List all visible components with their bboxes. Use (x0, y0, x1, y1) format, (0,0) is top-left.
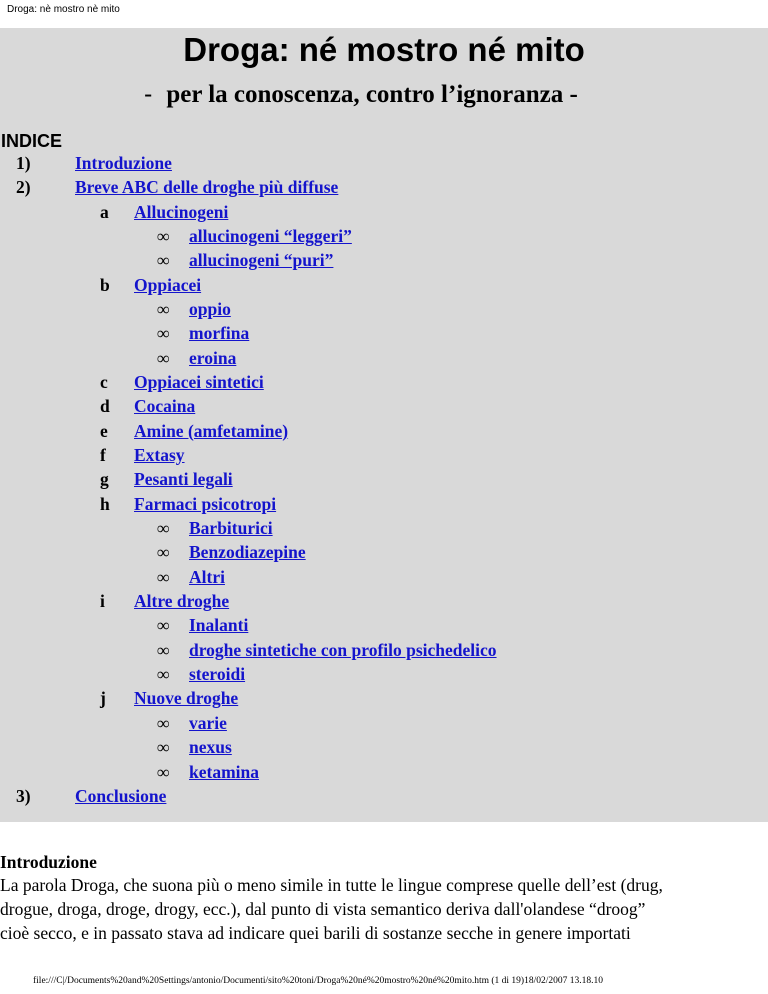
toc-link[interactable]: Farmaci psicotropi (134, 493, 277, 514)
subtitle-text: per la conoscenza, contro l’ignoranza - (166, 81, 578, 108)
toc-item (0, 760, 768, 784)
toc-item (0, 175, 768, 199)
toc-link[interactable]: Extasy (134, 445, 185, 466)
toc-link[interactable]: Conclusione (75, 785, 167, 806)
toc-link[interactable]: Pesanti legali (134, 469, 233, 490)
toc-marker: 1) (16, 153, 31, 173)
infinity-bullet-icon: ∞ (157, 566, 170, 587)
browser-page-footer: file:///C|/Documents%20and%20Settings/antonio/Documenti/sito%20toni/Droga%20né%20mostro%20né%20mito.htm (1 di 19)18/02/2007 13.18.10 (33, 976, 603, 986)
toc-item (0, 297, 768, 321)
toc-link[interactable]: Amine (amfetamine) (134, 420, 289, 441)
toc-marker: e (100, 420, 108, 441)
toc-item (0, 686, 768, 710)
toc-marker: d (100, 396, 110, 417)
toc-item (0, 492, 768, 516)
toc-item (0, 735, 768, 759)
toc-link[interactable]: nexus (189, 737, 232, 758)
toc-item (0, 321, 768, 345)
toc-link[interactable]: Oppiacei sintetici (134, 372, 264, 393)
toc-item (0, 151, 768, 175)
infinity-bullet-icon: ∞ (157, 615, 170, 636)
toc-link[interactable]: varie (189, 712, 227, 733)
browser-page-header: Droga: nè mostro nè mito (7, 4, 120, 15)
toc-item (0, 200, 768, 224)
toc-marker: i (100, 591, 105, 612)
infinity-bullet-icon: ∞ (157, 542, 170, 563)
toc-item (0, 394, 768, 418)
toc-item (0, 224, 768, 248)
toc-item (0, 346, 768, 370)
toc-link[interactable]: Introduzione (75, 153, 172, 173)
toc-link[interactable]: Allucinogeni (134, 201, 229, 222)
infinity-bullet-icon: ∞ (157, 737, 170, 758)
toc-item (0, 419, 768, 443)
intro-heading: Introduzione (0, 852, 97, 872)
toc-link[interactable]: Barbiturici (189, 518, 273, 539)
toc-link[interactable]: steroidi (189, 664, 246, 685)
infinity-bullet-icon: ∞ (157, 664, 170, 685)
intro-paragraph: La parola Droga, che suona più o meno simile in tutte le lingue comprese quelle dell’est (drug, drogue, droga, droge, drogy, ecc.), dal punto di vista semantico deriva dall'olandese “droog” cioè secco, e in passato stava ad indicare quei barili di sostanze secche in genere importati (0, 875, 663, 943)
toc-link[interactable]: Breve ABC delle droghe più diffuse (75, 177, 339, 198)
toc-item (0, 711, 768, 735)
toc-item (0, 540, 768, 564)
page-title: Droga: né mostro né mito (183, 31, 585, 68)
infinity-bullet-icon: ∞ (157, 712, 170, 733)
toc-item (0, 565, 768, 589)
toc-link[interactable]: eroina (189, 347, 237, 368)
toc-item (0, 638, 768, 662)
infinity-bullet-icon: ∞ (157, 761, 170, 782)
toc-link[interactable]: Altri (189, 566, 225, 587)
infinity-bullet-icon: ∞ (157, 250, 170, 271)
toc-marker: j (100, 688, 106, 709)
toc-link[interactable]: droghe sintetiche con profilo psichedelico (189, 639, 497, 660)
title-panel (0, 28, 768, 822)
toc-marker: c (100, 372, 108, 393)
toc-link[interactable]: oppio (189, 299, 231, 320)
toc-item (0, 662, 768, 686)
index-heading: INDICE (1, 131, 63, 151)
toc-marker: 2) (16, 177, 31, 198)
toc-marker: b (100, 274, 110, 295)
toc-link[interactable]: allucinogeni “leggeri” (189, 226, 352, 247)
toc-link[interactable]: Altre droghe (134, 591, 230, 612)
toc-link[interactable]: Benzodiazepine (189, 542, 306, 563)
toc-item (0, 248, 768, 272)
toc-link[interactable]: Oppiacei (134, 274, 202, 295)
toc-item (0, 467, 768, 491)
toc-marker: 3) (16, 785, 31, 806)
toc-marker: g (100, 469, 109, 490)
toc-marker: f (100, 445, 106, 466)
subtitle-dash: - (144, 80, 153, 108)
toc-item (0, 273, 768, 297)
toc-item (0, 784, 768, 808)
toc-item (0, 589, 768, 613)
toc-link[interactable]: Cocaina (134, 396, 196, 417)
toc-link[interactable]: Inalanti (189, 615, 249, 636)
page-subtitle (144, 78, 578, 111)
toc-link[interactable]: allucinogeni “puri” (189, 250, 334, 271)
toc-link[interactable]: morfina (189, 323, 250, 344)
infinity-bullet-icon: ∞ (157, 347, 170, 368)
toc-item (0, 443, 768, 467)
infinity-bullet-icon: ∞ (157, 518, 170, 539)
infinity-bullet-icon: ∞ (157, 323, 170, 344)
toc-item (0, 516, 768, 540)
toc-link[interactable]: ketamina (189, 761, 259, 782)
toc-item (0, 613, 768, 637)
infinity-bullet-icon: ∞ (157, 226, 170, 247)
toc-marker: h (100, 493, 110, 514)
toc-marker: a (100, 201, 109, 222)
infinity-bullet-icon: ∞ (157, 639, 170, 660)
toc-item (0, 370, 768, 394)
infinity-bullet-icon: ∞ (157, 299, 170, 320)
toc-link[interactable]: Nuove droghe (134, 688, 239, 709)
